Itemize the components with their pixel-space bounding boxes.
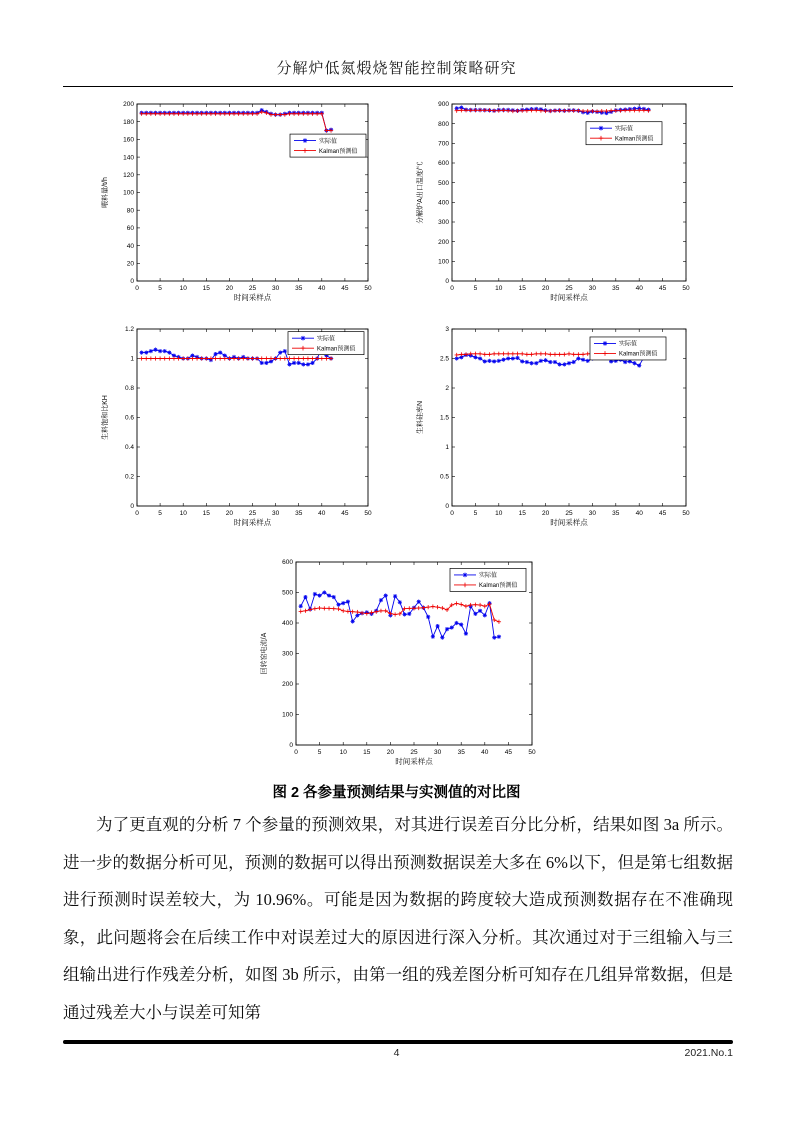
body-paragraph: 为了更直观的分析 7 个参量的预测效果，对其进行误差百分比分析，结果如图 3a 所示。进一步的数据分析可见，预测的数据可以得出预测数据误差大多在 6%以下，但是第七组数据进行预测时误差较大，为 10.96%。可能是因为数据的跨度较大造成预测数据存在不准确现象，此问题将会在后续工作中对误差过大的原因进行深入分析。其次通过对于三组输入与三组输出进行作残差分析，如图 3b 所示，由第一组的残差图分析可知存在几组异常数据，但是通过残差大小与误差可知第	[63, 815, 733, 1022]
svg-text:实际值: 实际值	[319, 138, 338, 145]
svg-text:回转窑电流/A: 回转窑电流/A	[261, 632, 268, 675]
svg-text:50: 50	[364, 285, 372, 292]
svg-text:20: 20	[225, 285, 234, 292]
svg-text:实际值: 实际值	[619, 341, 638, 348]
svg-text:20: 20	[386, 749, 395, 756]
svg-text:2: 2	[445, 385, 449, 393]
svg-text:140: 140	[123, 154, 134, 162]
footer-rule	[63, 1040, 733, 1044]
svg-text:Kalman预测值: Kalman预测值	[619, 351, 658, 358]
svg-text:25: 25	[565, 285, 573, 292]
svg-text:25: 25	[565, 510, 573, 517]
svg-text:5: 5	[158, 510, 162, 517]
svg-text:0: 0	[294, 749, 298, 756]
svg-text:10: 10	[179, 285, 187, 292]
svg-text:5: 5	[473, 285, 478, 292]
svg-text:45: 45	[504, 749, 513, 756]
svg-text:20: 20	[541, 510, 550, 517]
svg-text:0.5: 0.5	[439, 473, 449, 481]
svg-text:40: 40	[318, 510, 326, 517]
svg-text:时间采样点: 时间采样点	[395, 757, 433, 766]
svg-text:200: 200	[123, 101, 134, 109]
svg-text:0: 0	[445, 503, 449, 511]
page-number: 4	[393, 1047, 400, 1059]
svg-text:分解炉A出口温度/℃: 分解炉A出口温度/℃	[417, 161, 424, 224]
svg-text:20: 20	[225, 510, 234, 517]
svg-text:30: 30	[271, 510, 280, 517]
svg-text:20: 20	[126, 260, 134, 268]
svg-text:500: 500	[282, 589, 293, 597]
svg-text:50: 50	[528, 749, 536, 756]
svg-text:生料硅率N: 生料硅率N	[417, 400, 424, 435]
svg-text:Kalman预测值: Kalman预测值	[615, 136, 654, 143]
svg-text:40: 40	[635, 285, 643, 292]
svg-text:15: 15	[363, 749, 371, 756]
svg-text:25: 25	[410, 749, 418, 756]
svg-text:0: 0	[450, 510, 454, 517]
svg-text:25: 25	[248, 510, 257, 517]
svg-text:25: 25	[248, 285, 257, 292]
svg-text:0: 0	[130, 503, 134, 511]
svg-text:Kalman预测值: Kalman预测值	[319, 148, 358, 155]
svg-text:30: 30	[271, 285, 280, 292]
svg-text:时间采样点: 时间采样点	[233, 518, 272, 527]
svg-text:40: 40	[481, 749, 489, 756]
svg-text:700: 700	[438, 140, 449, 148]
svg-text:时间采样点: 时间采样点	[550, 518, 588, 527]
svg-text:15: 15	[518, 510, 526, 517]
svg-text:20: 20	[541, 285, 550, 292]
svg-text:50: 50	[364, 510, 372, 517]
svg-text:0: 0	[135, 285, 139, 292]
svg-text:0.6: 0.6	[124, 414, 134, 422]
svg-text:160: 160	[123, 136, 134, 144]
svg-text:40: 40	[126, 242, 134, 250]
svg-text:120: 120	[123, 172, 134, 179]
svg-text:35: 35	[612, 510, 620, 517]
svg-text:1: 1	[445, 444, 449, 452]
svg-text:100: 100	[282, 711, 293, 719]
svg-text:实际值: 实际值	[615, 126, 634, 133]
svg-text:45: 45	[341, 285, 349, 292]
svg-text:40: 40	[318, 285, 326, 292]
svg-text:30: 30	[588, 510, 597, 517]
chart-calciner-outlet-temp	[412, 95, 700, 313]
svg-text:0: 0	[445, 278, 449, 286]
svg-text:10: 10	[495, 510, 503, 517]
header-rule	[63, 86, 733, 87]
svg-text:100: 100	[123, 189, 134, 197]
svg-text:30: 30	[433, 749, 442, 756]
svg-text:180: 180	[123, 118, 134, 126]
svg-text:5: 5	[473, 510, 478, 517]
svg-text:时间采样点: 时间采样点	[550, 293, 588, 302]
svg-text:800: 800	[438, 120, 449, 128]
svg-text:100: 100	[438, 258, 449, 266]
svg-text:40: 40	[635, 510, 643, 517]
chart-kiln-current	[256, 553, 546, 777]
svg-text:0: 0	[130, 278, 134, 286]
svg-text:35: 35	[457, 749, 465, 756]
svg-text:300: 300	[438, 219, 449, 227]
svg-text:1.5: 1.5	[439, 414, 449, 422]
svg-text:喂料量/t/h: 喂料量/t/h	[102, 177, 109, 208]
chart-raw-meal-kh	[97, 320, 382, 538]
svg-text:10: 10	[495, 285, 503, 292]
svg-text:60: 60	[126, 225, 134, 233]
svg-text:900: 900	[438, 101, 449, 109]
svg-text:200: 200	[438, 238, 449, 246]
svg-text:10: 10	[179, 510, 187, 517]
svg-text:45: 45	[658, 285, 667, 292]
svg-text:15: 15	[202, 285, 210, 292]
svg-text:35: 35	[295, 510, 303, 517]
svg-text:50: 50	[682, 285, 690, 292]
svg-text:2.5: 2.5	[439, 355, 449, 363]
svg-text:10: 10	[339, 749, 347, 756]
svg-text:500: 500	[438, 179, 449, 187]
svg-text:400: 400	[282, 620, 293, 628]
svg-text:35: 35	[612, 285, 620, 292]
svg-text:实际值: 实际值	[479, 573, 498, 580]
paper-header-title: 分解炉低氮煅烧智能控制策略研究	[276, 61, 517, 77]
chart-raw-meal-silica-ratio	[412, 320, 700, 538]
svg-text:3: 3	[445, 326, 449, 334]
svg-text:0: 0	[289, 742, 293, 750]
svg-text:600: 600	[438, 160, 449, 168]
svg-text:1: 1	[130, 355, 134, 363]
svg-text:50: 50	[682, 510, 690, 517]
issue-label: 2021.No.1	[684, 1047, 733, 1059]
svg-text:0.8: 0.8	[124, 385, 134, 393]
svg-text:生料饱和比KH: 生料饱和比KH	[102, 395, 109, 440]
svg-text:30: 30	[588, 285, 597, 292]
svg-text:时间采样点: 时间采样点	[233, 293, 272, 302]
svg-text:45: 45	[658, 510, 667, 517]
svg-text:80: 80	[126, 207, 134, 215]
svg-text:0: 0	[450, 285, 454, 292]
svg-text:45: 45	[341, 510, 349, 517]
chart-feed-rate	[97, 95, 382, 313]
svg-text:15: 15	[518, 285, 526, 292]
svg-text:15: 15	[202, 510, 210, 517]
svg-text:5: 5	[158, 285, 162, 292]
svg-text:1.2: 1.2	[124, 326, 134, 334]
svg-text:400: 400	[438, 199, 449, 207]
svg-text:Kalman预测值: Kalman预测值	[479, 583, 518, 590]
svg-text:0.2: 0.2	[124, 473, 134, 481]
figure-caption: 图 2 各参量预测结果与实测值的对比图	[272, 785, 521, 801]
svg-text:200: 200	[282, 681, 293, 689]
svg-text:600: 600	[282, 559, 293, 567]
svg-text:实际值: 实际值	[317, 336, 336, 343]
svg-text:35: 35	[295, 285, 303, 292]
svg-text:Kalman预测值: Kalman预测值	[317, 346, 356, 353]
svg-text:0.4: 0.4	[124, 444, 134, 452]
svg-text:0: 0	[135, 510, 139, 517]
svg-text:300: 300	[282, 650, 293, 658]
svg-text:5: 5	[317, 749, 322, 756]
